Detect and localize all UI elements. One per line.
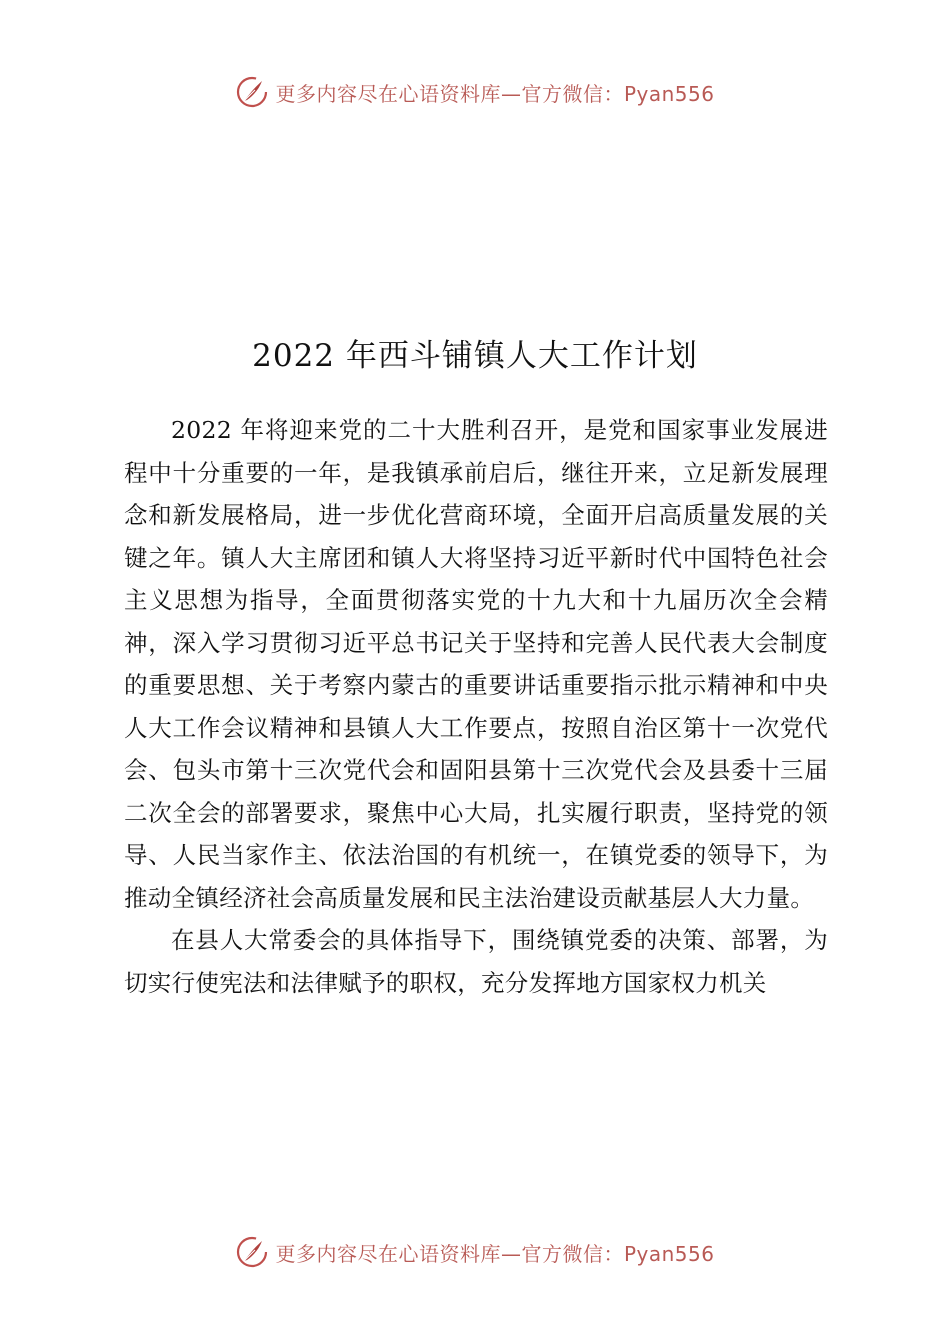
quill-pen-logo-icon: [235, 75, 269, 109]
watermark-text: 更多内容尽在心语资料库—官方微信：Pyan556: [275, 1241, 715, 1266]
header-watermark: [0, 72, 950, 112]
document-body: [124, 409, 828, 1004]
quill-pen-logo-icon: [235, 1235, 269, 1269]
watermark-text: 更多内容尽在心语资料库—官方微信：Pyan556: [275, 81, 715, 106]
paragraph-2: 在县人大常委会的具体指导下，围绕镇党委的决策、部署，为切实行使宪法和法律赋予的职权，充分发挥地方国家权力机关: [124, 926, 828, 997]
document-title: 2022 年西斗铺镇人大工作计划: [252, 338, 698, 374]
footer-watermark: [0, 1232, 950, 1272]
paragraph-1: 2022 年将迎来党的二十大胜利召开，是党和国家事业发展进程中十分重要的一年，是我镇承前启后，继往开来，立足新发展理念和新发展格局，进一步优化营商环境，全面开启高质量发展的关键之年。镇人大主席团和镇人大将坚持习近平新时代中国特色社会主义思想为指导，全面贯彻落实党的十九大和十九届历次全会精神，深入学习贯彻习近平总书记关于坚持和完善人民代表大会制度的重要思想、关于考察内蒙古的重要讲话重要指示批示精神和中央人大工作会议精神和县镇人大工作要点，按照自治区第十一次党代会、包头市第十三次党代会和固阳县第十三次党代会及县委十三届二次全会的部署要求，聚焦中心大局，扎实履行职责，坚持党的领导、人民当家作主、依法治国的有机统一，在镇党委的领导下，为推动全镇经济社会高质量发展和民主法治建设贡献基层人大力量。: [124, 416, 828, 912]
